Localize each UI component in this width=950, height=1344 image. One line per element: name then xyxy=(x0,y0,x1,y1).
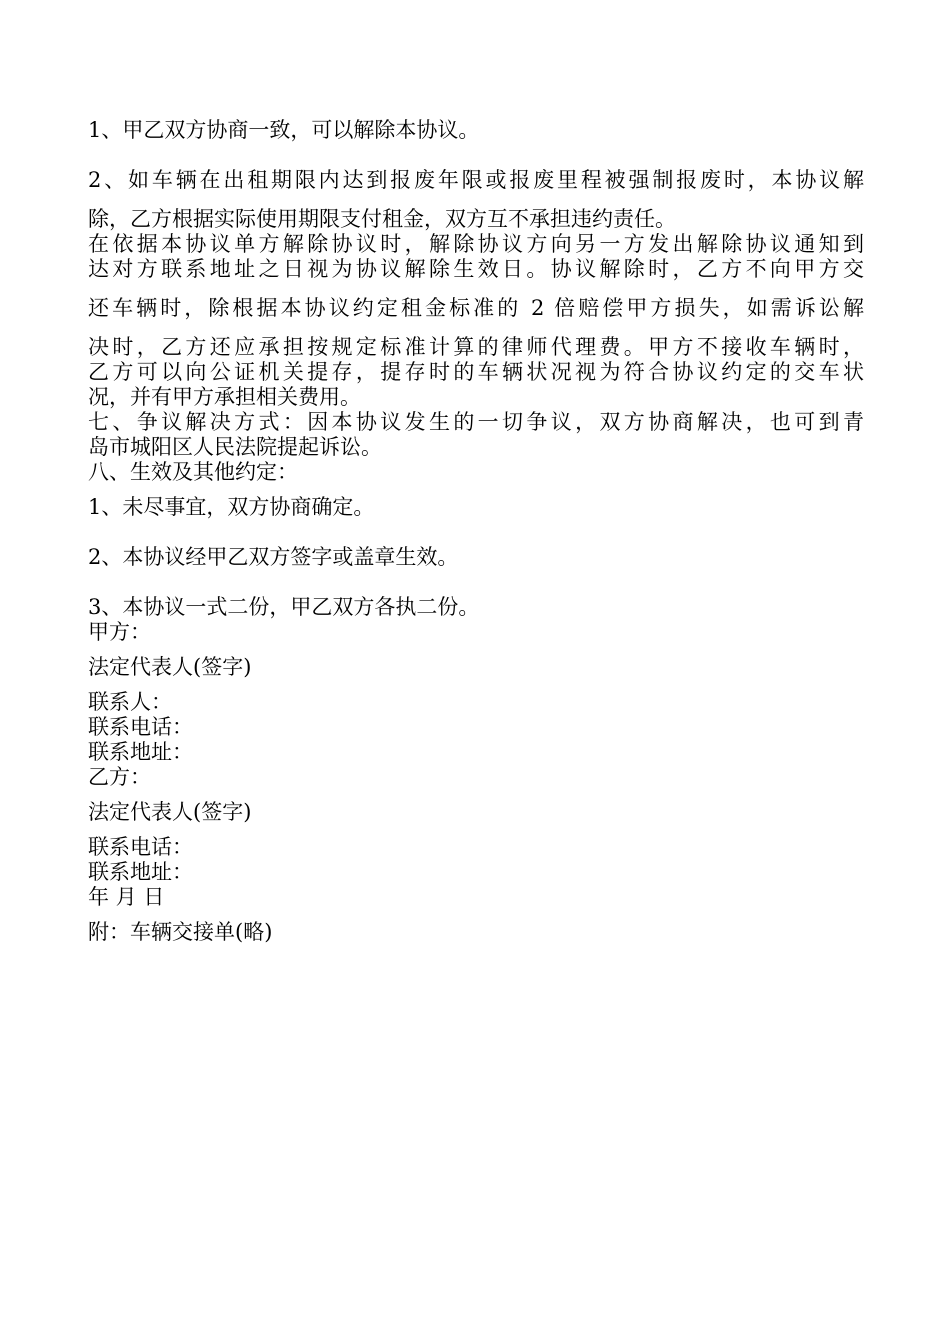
termination-line-6: 况，并有甲方承担相关费用。 xyxy=(88,385,361,409)
termination-line-3: 还车辆时，除根据本协议约定租金标准的 2 倍赔偿甲方损失，如需诉讼解 xyxy=(88,296,864,320)
dispute-line-2: 岛市城阳区人民法院提起诉讼。 xyxy=(88,435,382,459)
clause-2-line-2: 除，乙方根据实际使用期限支付租金，双方互不承担违约责任。 xyxy=(88,207,676,231)
clause-8-1: 1、未尽事宜，双方协商确定。 xyxy=(88,495,375,519)
dispute-line-1: 七、争议解决方式：因本协议发生的一切争议，双方协商解决，也可到青 xyxy=(88,410,864,434)
clause-8-3: 3、本协议一式二份，甲乙双方各执二份。 xyxy=(88,595,480,619)
party-b-address: 联系地址： xyxy=(88,860,193,884)
termination-line-5: 乙方可以向公证机关提存，提存时的车辆状况视为符合协议约定的交车状 xyxy=(88,360,864,384)
termination-line-2: 达对方联系地址之日视为协议解除生效日。协议解除时，乙方不向甲方交 xyxy=(88,257,864,281)
termination-line-4: 决时，乙方还应承担按规定标准计算的律师代理费。甲方不接收车辆时， xyxy=(88,335,864,359)
party-a-representative: 法定代表人(签字) xyxy=(88,655,252,679)
document-page xyxy=(88,118,864,945)
section-8-heading: 八、生效及其他约定： xyxy=(88,460,298,484)
party-a-phone: 联系电话： xyxy=(88,715,193,739)
party-a-label: 甲方： xyxy=(88,620,151,644)
party-a-contact-person: 联系人： xyxy=(88,690,172,714)
party-b-label: 乙方： xyxy=(88,765,151,789)
party-b-representative: 法定代表人(签字) xyxy=(88,800,252,824)
party-a-address: 联系地址： xyxy=(88,740,193,764)
clause-1: 1、甲乙双方协商一致，可以解除本协议。 xyxy=(88,118,480,142)
clause-8-2: 2、本协议经甲乙双方签字或盖章生效。 xyxy=(88,545,459,569)
party-b-phone: 联系电话： xyxy=(88,835,193,859)
clause-2-line-1: 2、如车辆在出租期限内达到报废年限或报废里程被强制报废时，本协议解 xyxy=(88,168,864,192)
attachment-note: 附：车辆交接单(略) xyxy=(88,920,273,944)
date-line: 年 月 日 xyxy=(88,885,165,909)
termination-line-1: 在依据本协议单方解除协议时，解除协议方向另一方发出解除协议通知到 xyxy=(88,232,864,256)
